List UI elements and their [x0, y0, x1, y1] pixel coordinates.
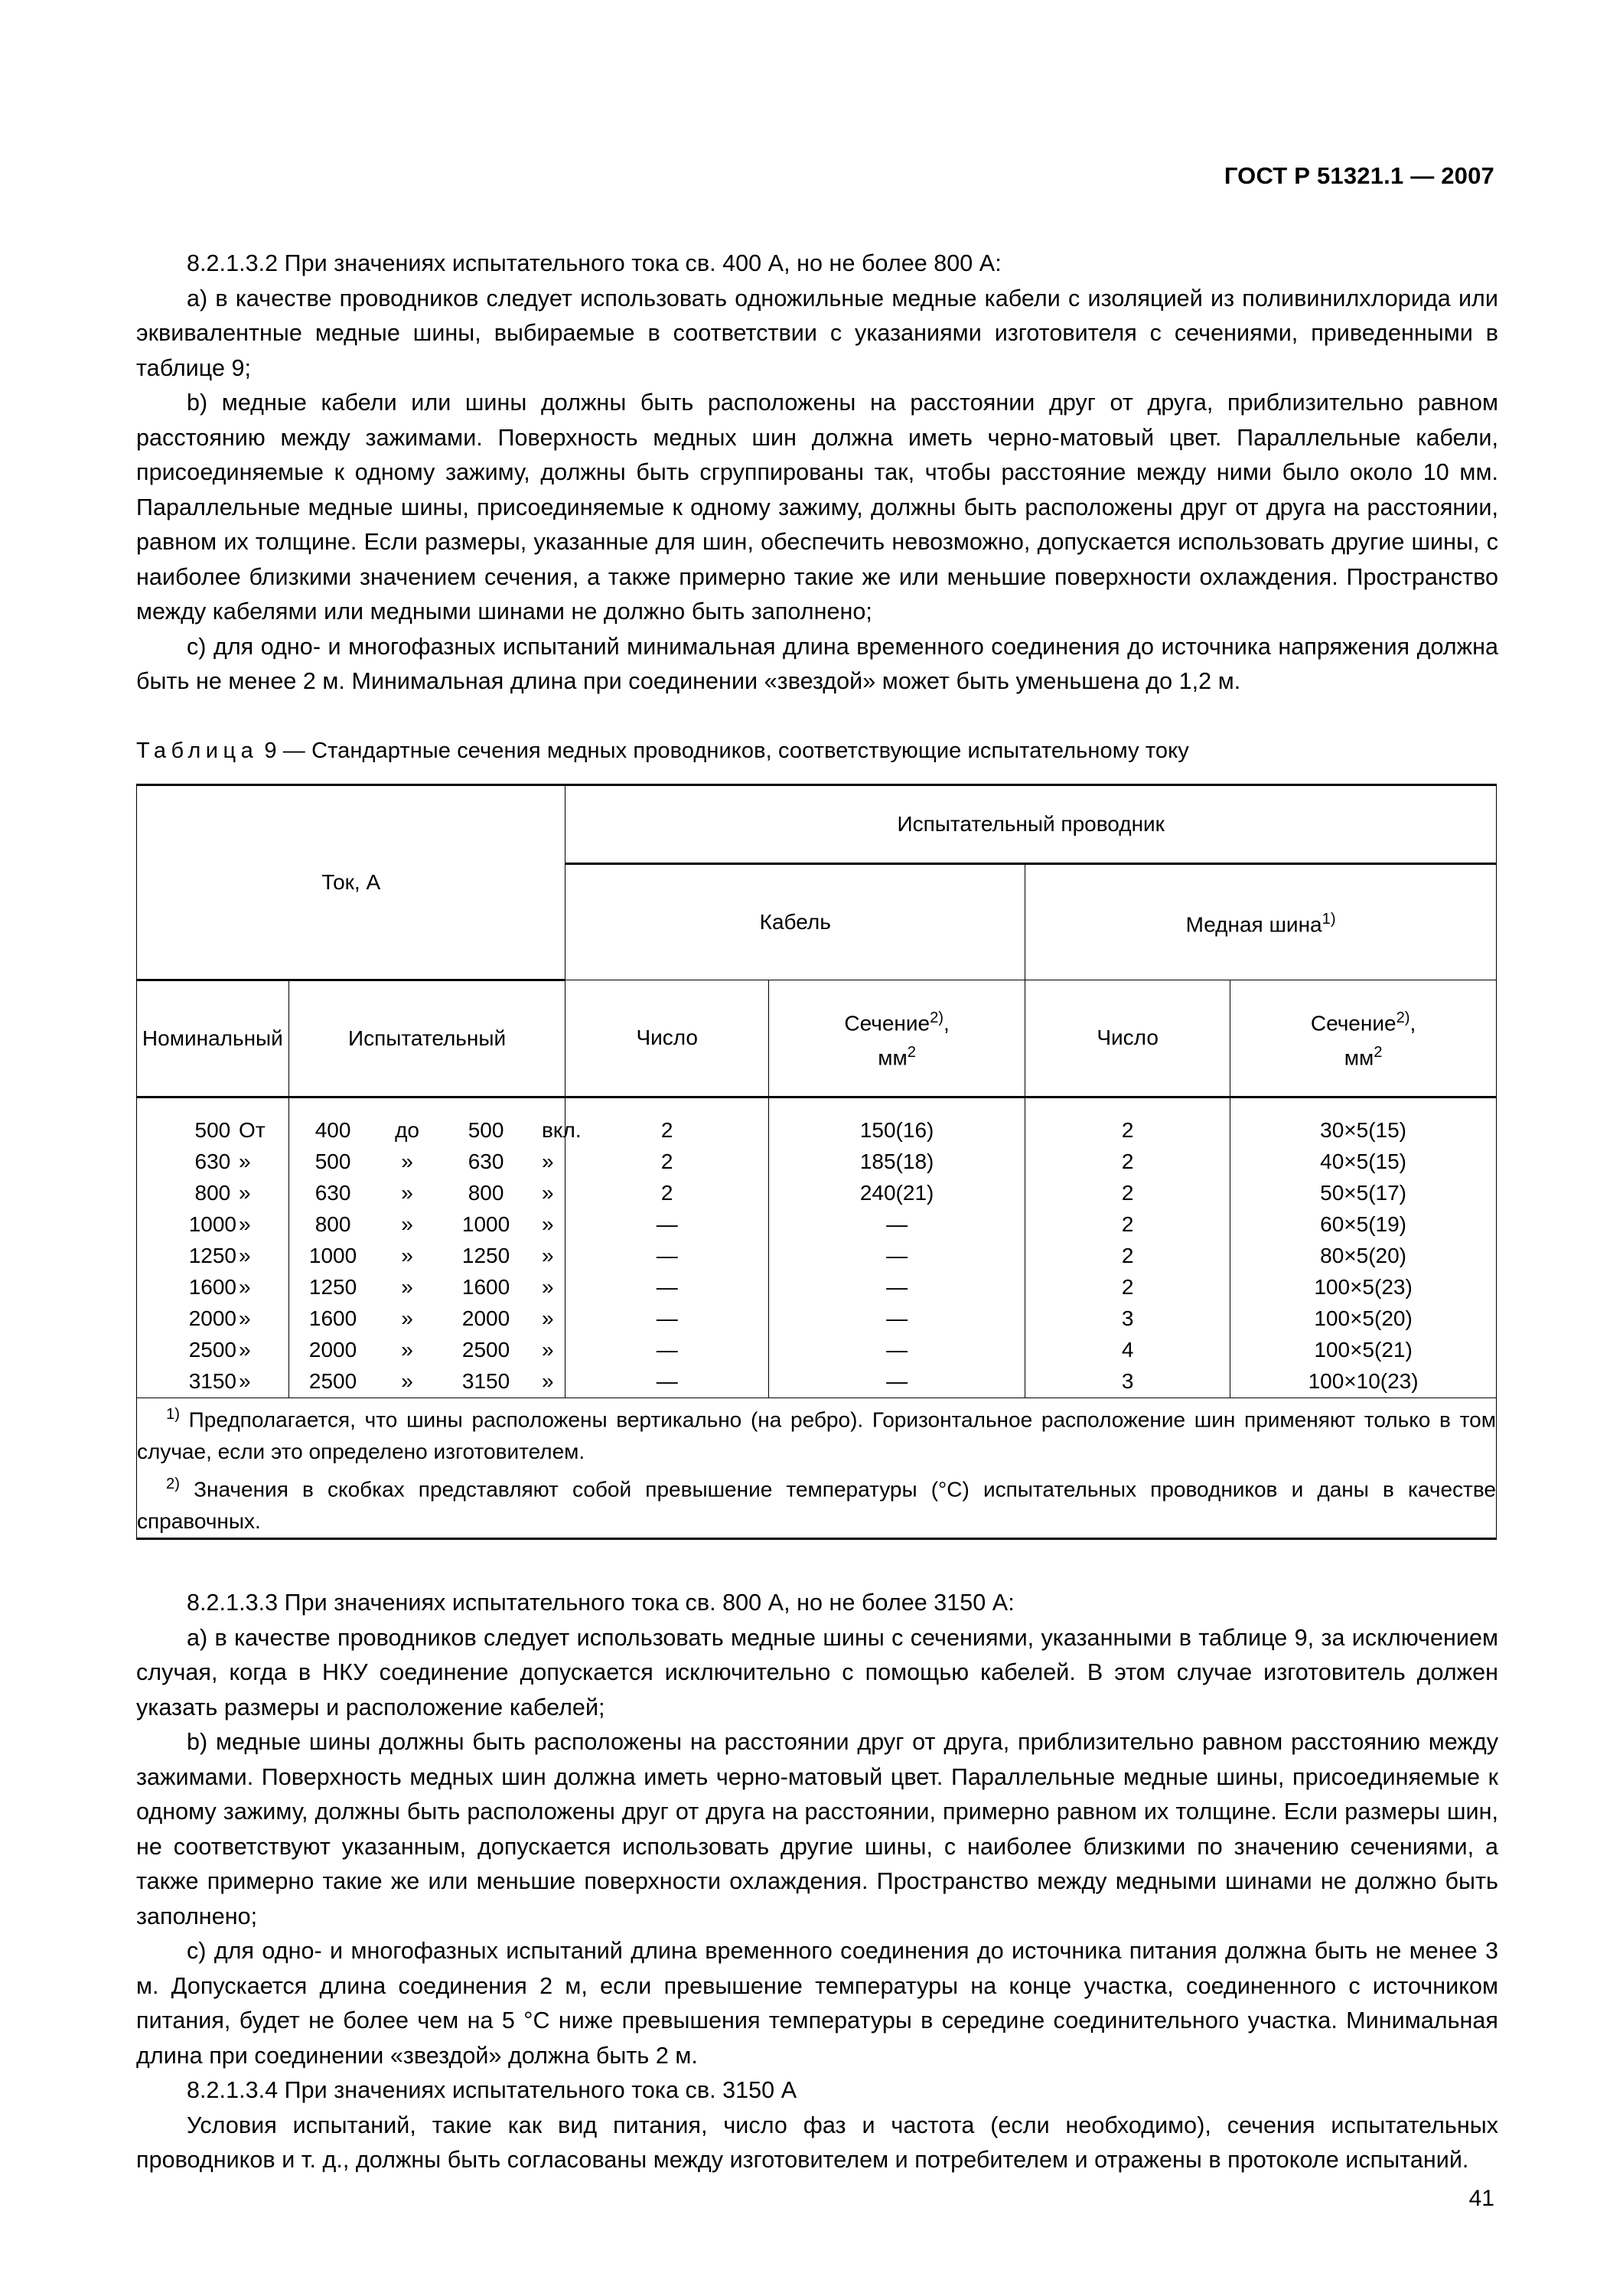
cell-range-high: 500 — [468, 1118, 504, 1142]
cell-cable-count: — — [565, 1241, 769, 1272]
cell-range-high: 1000 — [461, 1212, 510, 1236]
cell-range-high: 1250 — [461, 1244, 510, 1267]
cell-busbar-section: 60×5(19) — [1230, 1209, 1497, 1241]
table-row — [137, 1303, 1497, 1335]
header-cable-section-note: 2) — [930, 1009, 944, 1026]
cell-busbar-count: 2 — [1025, 1241, 1230, 1272]
cell-busbar-count: 2 — [1025, 1115, 1230, 1146]
cell-range-from: » — [239, 1150, 251, 1173]
cell-range-mid: до — [395, 1118, 419, 1142]
table-caption-label: Таблица — [136, 738, 259, 763]
cell-cable-section: — — [769, 1303, 1025, 1335]
cell-range-mid: » — [401, 1275, 413, 1299]
table-header-row-1 — [137, 784, 1497, 863]
cell-nominal: 500 — [137, 1115, 289, 1146]
cell-busbar-section: 100×10(23) — [1230, 1366, 1497, 1398]
cell-range — [239, 1146, 565, 1178]
cell-range-from: От — [239, 1118, 266, 1142]
cell-cable-count: — — [565, 1366, 769, 1398]
table-row — [137, 1178, 1497, 1209]
clause-8-2-1-3-2-heading: 8.2.1.3.2 При значениях испытательного тока св. 400 А, но не более 800 А: — [187, 250, 1002, 276]
clause-8-2-1-3-4-paragraph: Условия испытаний, такие как вид питания, число фаз и частота (если необходимо), сечения испытательных проводников и т. д., должны быть согласованы между изготовителем и потребителем и отражены в протоколе испытаний. — [136, 2112, 1498, 2174]
cell-busbar-section: 100×5(23) — [1230, 1272, 1497, 1303]
table-caption-text: Стандартные сечения медных проводников, соответствующие испытательному току — [311, 738, 1189, 763]
footnote-2 — [137, 1468, 1496, 1538]
header-busbar-section: Сечение$^{2)}$, $мм^2$ — [1230, 980, 1497, 1097]
header-current-group: Ток, А — [137, 784, 565, 980]
header-busbar-section-note: 2) — [1396, 1009, 1410, 1026]
cell-range-low: 1250 — [308, 1275, 357, 1299]
header-busbar-section-unit: мм — [1344, 1045, 1374, 1070]
cell-nominal: 800 — [137, 1178, 289, 1209]
page-number: 41 — [1468, 2186, 1494, 2211]
header-cable-section-unit: мм — [878, 1045, 908, 1070]
cell-range-tail: » — [542, 1369, 554, 1393]
cell-range-from: » — [239, 1181, 251, 1205]
cell-cable-section: — — [769, 1272, 1025, 1303]
cell-range-low: 1000 — [308, 1244, 357, 1267]
cell-nominal: 1000 — [137, 1209, 289, 1241]
cell-range-mid: » — [401, 1181, 413, 1205]
cell-range-mid: » — [401, 1150, 413, 1173]
cell-range-tail: » — [542, 1181, 554, 1205]
cell-busbar-count: 2 — [1025, 1178, 1230, 1209]
cell-cable-count: — — [565, 1272, 769, 1303]
footnote-2-text: Значения в скобках представляют собой превышение температуры (°С) испытательных проводников и даны в качестве справочных. — [137, 1477, 1496, 1534]
cell-range-low: 2500 — [308, 1369, 357, 1393]
cell-range-high: 1600 — [461, 1275, 510, 1299]
cell-busbar-section: 40×5(15) — [1230, 1146, 1497, 1178]
cell-cable-count: — — [565, 1209, 769, 1241]
table-row — [137, 1146, 1497, 1178]
footnote-2-marker: 2) — [166, 1475, 180, 1492]
header-busbar-group-note: 1) — [1322, 910, 1336, 928]
cell-cable-count: — — [565, 1335, 769, 1366]
footnote-1 — [137, 1398, 1496, 1468]
clause-8-2-1-3-3-heading: 8.2.1.3.3 При значениях испытательного тока св. 800 А, но не более 3150 А: — [187, 1590, 1015, 1616]
cell-range-high: 2000 — [461, 1306, 510, 1330]
table-9 — [136, 784, 1497, 1541]
cell-cable-count: 2 — [565, 1115, 769, 1146]
cell-range-high: 800 — [468, 1181, 504, 1205]
header-test: Испытательный — [288, 980, 565, 1097]
cell-range-from: » — [239, 1212, 251, 1236]
cell-range-low: 400 — [314, 1118, 351, 1142]
cell-range — [239, 1209, 565, 1241]
cell-range-low: 800 — [314, 1212, 351, 1236]
cell-range-high: 3150 — [461, 1369, 510, 1393]
header-cable-section-unit-exponent: 2 — [907, 1044, 916, 1061]
cell-range-mid: » — [401, 1244, 413, 1267]
cell-busbar-count: 3 — [1025, 1366, 1230, 1398]
cell-range-from: » — [239, 1275, 251, 1299]
footnote-1-text: Предполагается, что шины расположены вертикально (на ребро). Горизонтальное расположение шин применяют только в том случае, если это определено изготовителем. — [137, 1407, 1496, 1463]
clause-8-2-1-3-3-item-b: b) медные шины должны быть расположены на расстоянии друг от друга, приблизительно равном расстоянию между зажимами. Поверхность медных шин должна иметь черно-матовый цвет. Параллельные медные шины, присоединяемые к одному зажиму, должны быть расположены друг от друга на расстоянии, примерно равном их толщине. Если размеры шин, не соответствуют указанным, допускается использовать другие шины, с наиболее близкими по значению сечениями, а также примерно такие же или меньшие поверхности охлаждения. Пространство между медными шинами не должно быть заполнено; — [136, 1729, 1498, 1929]
cell-range — [239, 1335, 565, 1366]
header-busbar-group-label: Медная шина — [1185, 912, 1322, 937]
cell-range — [239, 1115, 582, 1146]
cell-busbar-count: 3 — [1025, 1303, 1230, 1335]
cell-range-low: 630 — [314, 1181, 351, 1205]
cell-range — [239, 1241, 565, 1272]
cell-range-tail: » — [542, 1275, 554, 1299]
cell-range-from: » — [239, 1369, 251, 1393]
cell-busbar-count: 2 — [1025, 1272, 1230, 1303]
footnote-1-marker: 1) — [166, 1405, 180, 1423]
cell-cable-section: — — [769, 1335, 1025, 1366]
cell-range-tail: » — [542, 1212, 554, 1236]
header-nominal: Номинальный — [137, 980, 289, 1097]
table-header-row-3 — [137, 980, 1497, 1097]
header-busbar-group — [1025, 863, 1497, 980]
clause-8-2-1-3-4-heading: 8.2.1.3.4 При значениях испытательного тока св. 3150 А — [187, 2077, 797, 2104]
table-footnotes-row — [137, 1397, 1497, 1539]
cell-busbar-count: 2 — [1025, 1209, 1230, 1241]
cell-cable-count: 2 — [565, 1178, 769, 1209]
cell-nominal: 1600 — [137, 1272, 289, 1303]
table-data-spacer-top — [137, 1097, 1497, 1115]
cell-range-high: 2500 — [461, 1338, 510, 1362]
cell-range-low: 2000 — [308, 1338, 357, 1362]
cell-busbar-section: 80×5(20) — [1230, 1241, 1497, 1272]
header-conductor-group: Испытательный проводник — [565, 784, 1497, 863]
cell-busbar-count: 4 — [1025, 1335, 1230, 1366]
clause-8-2-1-3-2-item-b: b) медные кабели или шины должны быть расположены на расстоянии друг от друга, приблизительно равном расстоянию между зажимами. Поверхность медных шин должна иметь черно-матовый цвет. Параллельные кабели, присоединяемые к одному зажиму, должны быть сгруппированы так, чтобы расстояние между ними было около 10 мм. Параллельные медные шины, присоединяемые к одному зажиму, должны быть расположены друг от друга на расстоянии, равном их толщине. Если размеры, указанные для шин, обеспечить невозможно, допускается использовать другие шины, с наиболее близкими значением сечения, а также примерно такие же или меньшие поверхности охлаждения. Пространство между кабелями или медными шинами не должно быть заполнено; — [136, 390, 1498, 625]
cell-cable-count: — — [565, 1303, 769, 1335]
table-row — [137, 1115, 1497, 1146]
cell-cable-section: — — [769, 1366, 1025, 1398]
cell-range-mid: » — [401, 1306, 413, 1330]
cell-range — [239, 1303, 565, 1335]
cell-range-mid: » — [401, 1212, 413, 1236]
cell-cable-section: 240(21) — [769, 1178, 1025, 1209]
cell-range-low: 1600 — [308, 1306, 357, 1330]
table-row — [137, 1209, 1497, 1241]
cell-nominal: 2000 — [137, 1303, 289, 1335]
table-row — [137, 1272, 1497, 1303]
header-busbar-section-unit-exponent: 2 — [1374, 1044, 1383, 1061]
cell-busbar-section: 30×5(15) — [1230, 1115, 1497, 1146]
cell-nominal: 3150 — [137, 1366, 289, 1398]
header-cable-section: Сечение$^{2)}$, $мм^2$ — [769, 980, 1025, 1097]
table-row — [137, 1241, 1497, 1272]
cell-cable-section: 185(18) — [769, 1146, 1025, 1178]
table-footnotes — [137, 1397, 1497, 1539]
cell-busbar-section: 100×5(20) — [1230, 1303, 1497, 1335]
cell-busbar-section: 100×5(21) — [1230, 1335, 1497, 1366]
cell-range-tail: » — [542, 1244, 554, 1267]
clause-8-2-1-3-3-item-a: а) в качестве проводников следует использовать медные шины с сечениями, указанными в таблице 9, за исключением случая, когда в НКУ соединение допускается исключительно с помощью кабелей. В этом случае изготовитель должен указать размеры и расположение кабелей; — [136, 1624, 1498, 1720]
table-9-caption — [136, 735, 1498, 767]
cell-range — [239, 1366, 565, 1398]
cell-cable-section: 150(16) — [769, 1115, 1025, 1146]
header-busbar-count: Число — [1025, 980, 1230, 1097]
clause-8-2-1-3-2-item-c: с) для одно- и многофазных испытаний минимальная длина временного соединения до источника напряжения должна быть не менее 2 м. Минимальная длина при соединении «звездой» может быть уменьшена до 1,2 м. — [136, 633, 1498, 694]
cell-range-mid: » — [401, 1369, 413, 1393]
header-busbar-section-word: Сечение — [1310, 1011, 1396, 1035]
cell-range-tail: » — [542, 1306, 554, 1330]
cell-range-tail: вкл. — [542, 1118, 582, 1142]
cell-nominal: 1250 — [137, 1241, 289, 1272]
clause-8-2-1-3-2-item-a: а) в качестве проводников следует использовать одножильные медные кабели с изоляцией из поливинилхлорида или эквивалентные медные шины, выбираемые в соответствии с указаниями изготовителя с сечениями, приведенными в таблице 9; — [136, 285, 1498, 381]
cell-range-tail: » — [542, 1338, 554, 1362]
cell-range-tail: » — [542, 1150, 554, 1173]
table-caption-dash: — — [282, 738, 305, 763]
cell-range-from: » — [239, 1244, 251, 1267]
header-cable-count: Число — [565, 980, 769, 1097]
cell-range-low: 500 — [314, 1150, 351, 1173]
clause-8-2-1-3-3-item-c: с) для одно- и многофазных испытаний длина временного соединения до источника питания должна быть не менее 3 м. Допускается длина соединения 2 м, если превышение температуры на конце участка, соединенного с источником питания, будет не более чем на 5 °С ниже превышения температуры в середине соединительного участка. Минимальная длина при соединении «звездой» должна быть 2 м. — [136, 1938, 1498, 2069]
cell-cable-count: 2 — [565, 1146, 769, 1178]
cell-range — [239, 1178, 565, 1209]
cell-cable-section: — — [769, 1209, 1025, 1241]
cell-range-high: 630 — [468, 1150, 504, 1173]
header-cable-group: Кабель — [565, 863, 1025, 980]
running-head: ГОСТ Р 51321.1 — 2007 — [1224, 162, 1494, 189]
cell-range-from: » — [239, 1306, 251, 1330]
page-content — [136, 246, 1498, 2178]
table-row — [137, 1366, 1497, 1398]
cell-busbar-section: 50×5(17) — [1230, 1178, 1497, 1209]
cell-cable-section: — — [769, 1241, 1025, 1272]
cell-busbar-count: 2 — [1025, 1146, 1230, 1178]
cell-range — [239, 1272, 565, 1303]
cell-range-mid: » — [401, 1338, 413, 1362]
cell-range-from: » — [239, 1338, 251, 1362]
cell-nominal: 630 — [137, 1146, 289, 1178]
header-cable-section-word: Сечение — [844, 1011, 930, 1035]
cell-nominal: 2500 — [137, 1335, 289, 1366]
table-row — [137, 1335, 1497, 1366]
table-caption-number: 9 — [264, 738, 277, 763]
